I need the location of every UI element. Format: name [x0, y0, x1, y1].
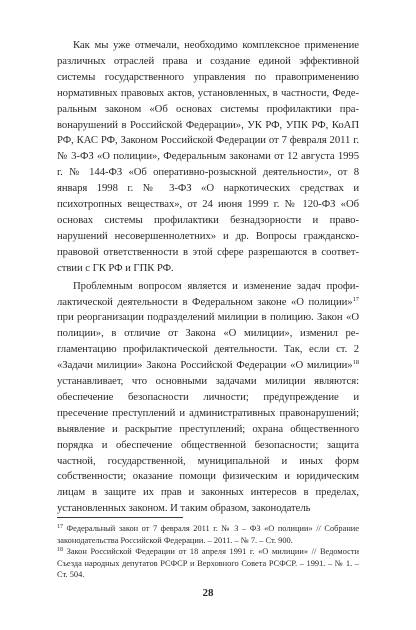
paragraph-2-part-3: устанавливает, что основными задачами милиции являются: обеспечение безопасности личности; предупреждение и пресечение преступлений и административных правонарушений; выявление и раскрытие преступлений; охрана общественного порядка и обеспечение общественной безопасности; защита частной, государственной, муниципальной и иных форм собственности; оказание помощи физическим и юридическим лицам в защите их прав и законных интересов в пределах, установленных законом. И таким образом, законодатель [57, 375, 359, 515]
paragraph-2 [57, 279, 359, 518]
footnote-17-text: Федеральный закон от 7 февраля 2011 г. № 3 – ФЗ «О полиции» // Собрание законодательства Российской Федерации. – 2011. – № 7. – Ст. 900. [57, 524, 359, 545]
footnote-17 [57, 523, 359, 546]
page-number: 28 [202, 587, 214, 599]
footnote-18-marker: 18 [57, 547, 63, 554]
footnote-18-text: Закон Российской Федерации от 18 апреля 1991 г. «О милиции» // Ведомости Съезда народных депутатов РСФСР и Верховного Совета РСФСР. – 1991. – № 1. – Ст. 504. [57, 547, 359, 580]
footnote-17-marker: 17 [57, 524, 63, 530]
footnote-ref-17: 17 [352, 295, 359, 303]
paragraph-2-part-2: при реорганизации подразделений милиции в полицию. Закон «О полиции», в отличие от Закона «О милиции», изменил регламентацию профилактической деятельности. Так, если ст. 2 «Задачи милиции» Закона Российской Федерации «О милиции» [57, 311, 359, 372]
footnote-18 [57, 546, 359, 581]
paragraph-1: Как мы уже отмечали, необходимо комплексное применение различных отраслей права и создание единой эффективной системы государственного управления по правоприменению нормативных правовых актов, установленных, в частности, Федеральным законом «Об основах системы профилактики правонарушений в Российской Федерации», УК РФ, УПК РФ, КоАП РФ, КАС РФ, Законом Российской Федерации от 7 февраля 2011 г. № 3-ФЗ «О полиции», Федеральным законами от 12 августа 1995 г. № 144-ФЗ «Об оперативно-розыскной деятельности», от 8 января 1998 г. № 3-ФЗ «О наркотических средствах и психотропных веществах», от 24 июня 1999 г. № 120-ФЗ «Об основах системы профилактики безнадзорности и правонарушений несовершеннолетних» и др. Вопросы гражданско-правовой ответственности в этой сфере разрешаются в соответствии с ГК РФ и ГПК РФ. [57, 39, 359, 274]
footnote-separator [57, 517, 183, 518]
footnote-ref-18: 18 [352, 359, 359, 367]
page-body [57, 38, 359, 517]
footnotes [57, 523, 359, 581]
paragraph-2-part-1: Проблемным вопросом является и изменение задач профилактической деятельности в Федеральном законе «О полиции» [57, 279, 359, 308]
